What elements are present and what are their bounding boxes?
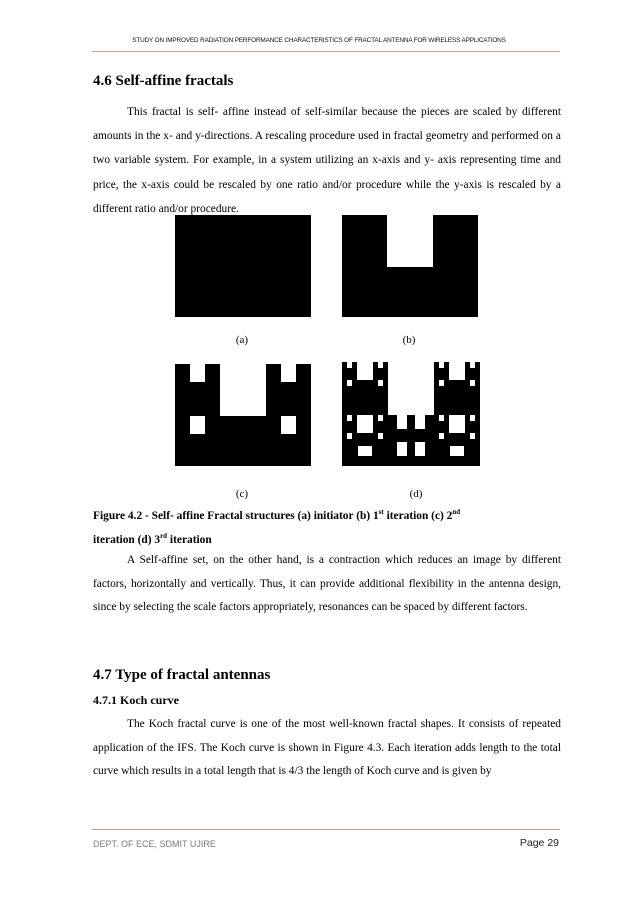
figure-label-a: (a) <box>235 334 249 346</box>
paragraph-koch-curve: The Koch fractal curve is one of the most well-known fractal shapes. It consists of repeated application of the IFS. The Koch curve is shown in Figure 4.3. Each iteration adds length to the total curve which results in a total length that is 4/3 the length of Koch curve and is given by <box>93 718 561 777</box>
figure-label-b: (b) <box>402 334 416 346</box>
paragraph-self-affine-set: A Self-affine set, on the other hand, is a contraction which reduces an image by different factors, horizontally and vertically. Thus, it can provide additional flexibility in the antenna design, since by selecting the scale factors appropriately, resonances can be spaced by different factors. <box>93 554 561 613</box>
section-heading-4-7: 4.7 Type of fractal antennas <box>93 667 271 683</box>
figure-caption: Figure 4.2 - Self- affine Fractal structures (a) initiator (b) 1st iteration (c) 2nd iteration (d) 3rd iteration <box>93 508 461 546</box>
figure-panel-b-first-iteration <box>342 215 478 317</box>
figure-label-d: (d) <box>409 488 423 500</box>
figure-panel-c-second-iteration <box>175 364 311 466</box>
figure-label-c: (c) <box>235 488 249 500</box>
footer-department: DEPT. OF ECE, SDMIT UJIRE <box>93 839 216 849</box>
page-number: Page 29 <box>519 837 559 849</box>
footer-rule <box>92 829 560 830</box>
section-heading-4-6: 4.6 Self-affine fractals <box>93 73 234 89</box>
figure-panel-a-initiator <box>175 215 311 317</box>
subsection-heading-koch: 4.7.1 Koch curve <box>93 693 179 707</box>
paragraph-self-affine-intro: This fractal is self- affine instead of self-similar because the pieces are scaled by different amounts in the x- and y-directions. A rescaling procedure used in fractal geometry and performed on a two variable system. For example, in a system utilizing an x-axis and y- axis representing time and price, the x-axis could be rescaled by one ratio and/or procedure while the y-axis is rescaled by a different ratio and/or procedure. <box>93 106 561 215</box>
figure-panel-d-third-iteration <box>342 362 480 466</box>
header-rule <box>92 51 560 52</box>
running-header: STUDY ON IMPROVED RADIATION PERFORMANCE CHARACTERISTICS OF FRACTAL ANTENNA FOR WIRELESS APPLICATIONS <box>132 37 506 44</box>
